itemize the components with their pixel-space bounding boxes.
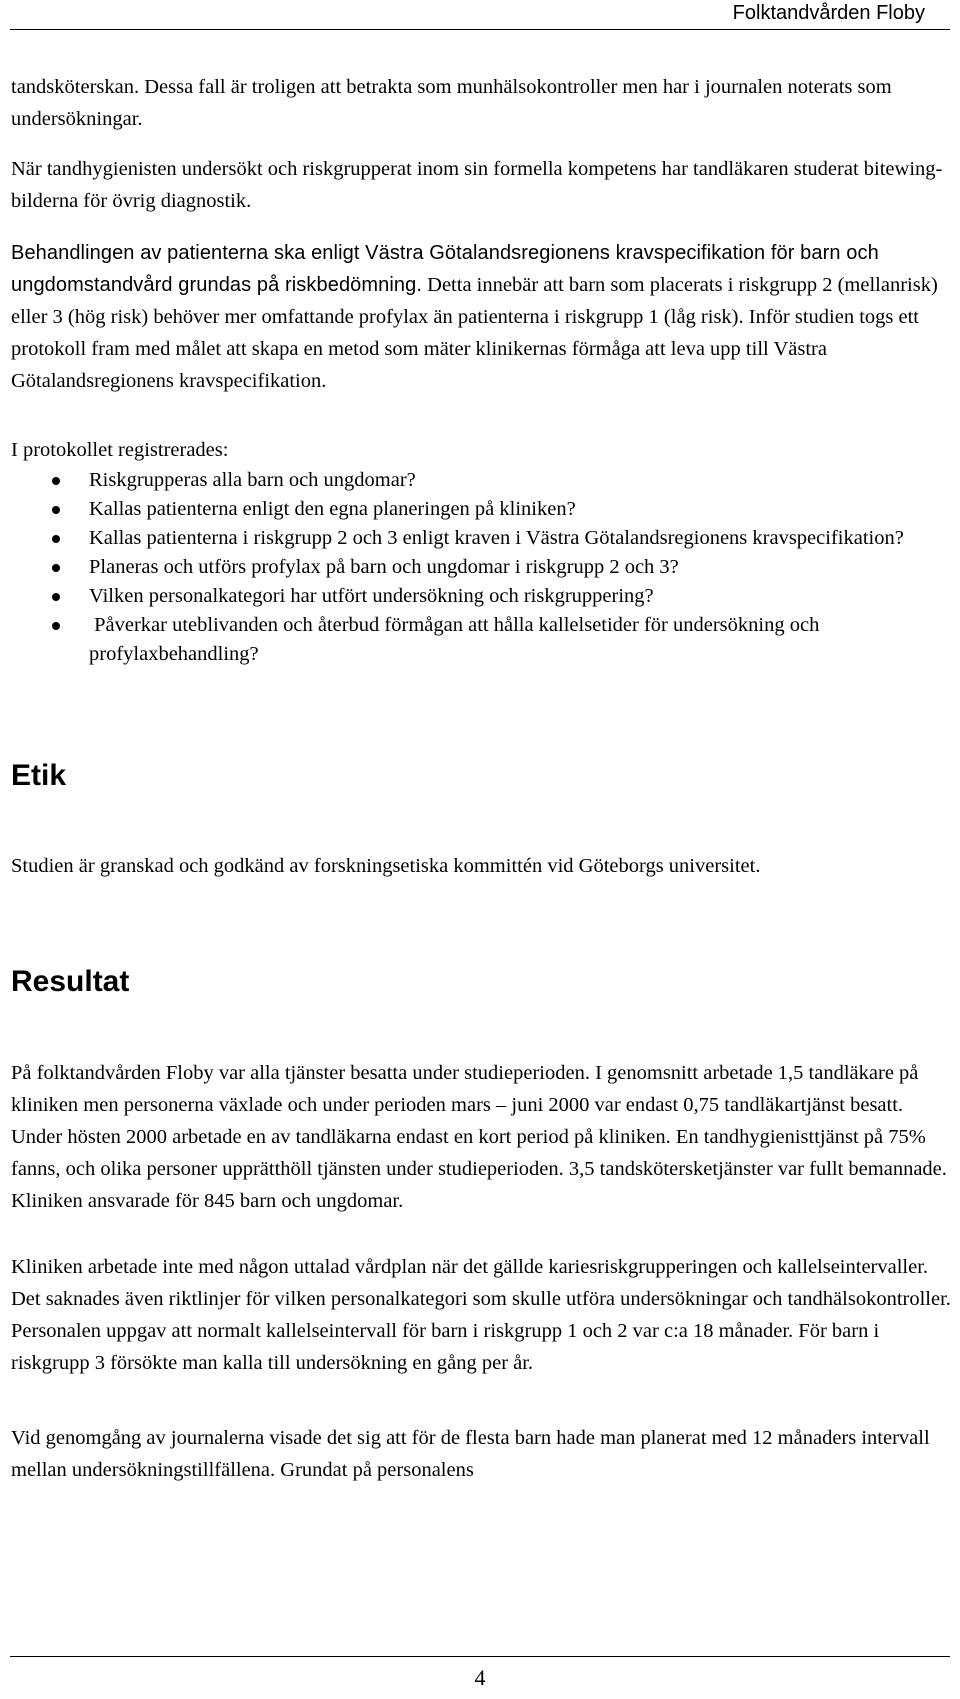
section-heading-etik: Etik <box>11 759 67 792</box>
paragraph-resultat-careplan: Kliniken arbetade inte med någon uttalad vårdplan när det gällde kariesriskgrupperingen och kallelseintervaller. Det saknades även riktlinjer för vilken personalkategori som skulle utföra undersökningar och tandhälsokontroller. Personalen uppgav att normalt kallelseintervall för barn i riskgrupp 1 och 2 var c:a 18 månader. För barn i riskgrupp 3 försökte man kalla till undersökning en gång per år. <box>11 1256 951 1374</box>
page-number: 4 <box>474 1665 486 1690</box>
list-item <box>0 611 960 669</box>
paragraph-treatment-lead: Behandlingen av patienterna ska enligt Västra Götalandsregionens kravspecifikation för barn och ungdomstandvård grundas på riskbedömning. <box>11 242 879 296</box>
list-item-text: Planeras och utförs profylax på barn och ungdomar i riskgrupp 2 och 3? <box>89 556 679 578</box>
paragraph-resultat-journals: Vid genomgång av journalerna visade det sig att för de flesta barn hade man planerat med 12 månaders intervall mellan undersökningstillfällena. Grundat på personalens <box>11 1427 930 1481</box>
list-item <box>0 524 960 553</box>
bullet-icon <box>52 477 60 485</box>
paragraph-intro: tandsköterskan. Dessa fall är troligen att betrakta som munhälsokontroller men har i journalen noterats som undersökningar. <box>11 76 892 130</box>
paragraph-resultat-staffing: På folktandvården Floby var alla tjänster besatta under studieperioden. I genomsnitt arbetade 1,5 tandläkare på kliniken men personerna växlade och under perioden mars – juni 2000 var endast 0,75 tandläkartjänst besatt. Under hösten 2000 arbetade en av tandläkarna endast en kort period på kliniken. En tandhygienisttjänst på 75% fanns, och olika personer upprätthöll tjänsten under studieperioden. 3,5 tandskötersketjänster var fullt bemannade. Kliniken ansvarade för 845 barn och ungdomar. <box>11 1062 947 1212</box>
list-item-text: Påverkar uteblivanden och återbud förmågan att hålla kallelsetider för undersökning och profylaxbehandling? <box>89 614 825 665</box>
bullet-icon <box>52 564 60 572</box>
protocol-list <box>0 466 960 669</box>
running-header: Folktandvården Floby <box>732 2 925 24</box>
paragraph-etik: Studien är granskad och godkänd av forskningsetiska kommittén vid Göteborgs universitet. <box>11 855 761 877</box>
list-item-text: Kallas patienterna enligt den egna planeringen på kliniken? <box>89 498 576 520</box>
paragraph-treatment <box>11 237 956 397</box>
bullet-icon <box>52 506 60 514</box>
list-item <box>0 466 960 495</box>
protocol-intro: I protokollet registrerades: <box>11 439 229 461</box>
paragraph-diagnostics: När tandhygienisten undersökt och riskgrupperat inom sin formella kompetens har tandläkaren studerat bitewing-bilderna för övrig diagnostik. <box>11 158 943 212</box>
bullet-icon <box>52 593 60 601</box>
bullet-icon <box>52 622 60 630</box>
header-divider <box>10 29 950 30</box>
list-item-text: Riskgrupperas alla barn och ungdomar? <box>89 469 416 491</box>
bullet-icon <box>52 535 60 543</box>
list-item <box>0 582 960 611</box>
list-item-text: Vilken personalkategori har utfört undersökning och riskgruppering? <box>89 585 654 607</box>
list-item <box>0 553 960 582</box>
footer-divider <box>10 1656 950 1657</box>
list-item <box>0 495 960 524</box>
paragraph-treatment-rest: Detta innebär att barn som placerats i riskgrupp 2 (mellanrisk) eller 3 (hög risk) behöver mer omfattande profylax än patienterna i riskgrupp 1 (låg risk). Inför studien togs ett protokoll fram med målet att skapa en metod som mäter klinikernas förmåga att leva upp till Västra Götalandsregionens kravspecifikation. <box>11 274 938 392</box>
list-item-text: Kallas patienterna i riskgrupp 2 och 3 enligt kraven i Västra Götalandsregionens kravspecifikation? <box>89 527 904 549</box>
section-heading-resultat: Resultat <box>11 965 130 998</box>
